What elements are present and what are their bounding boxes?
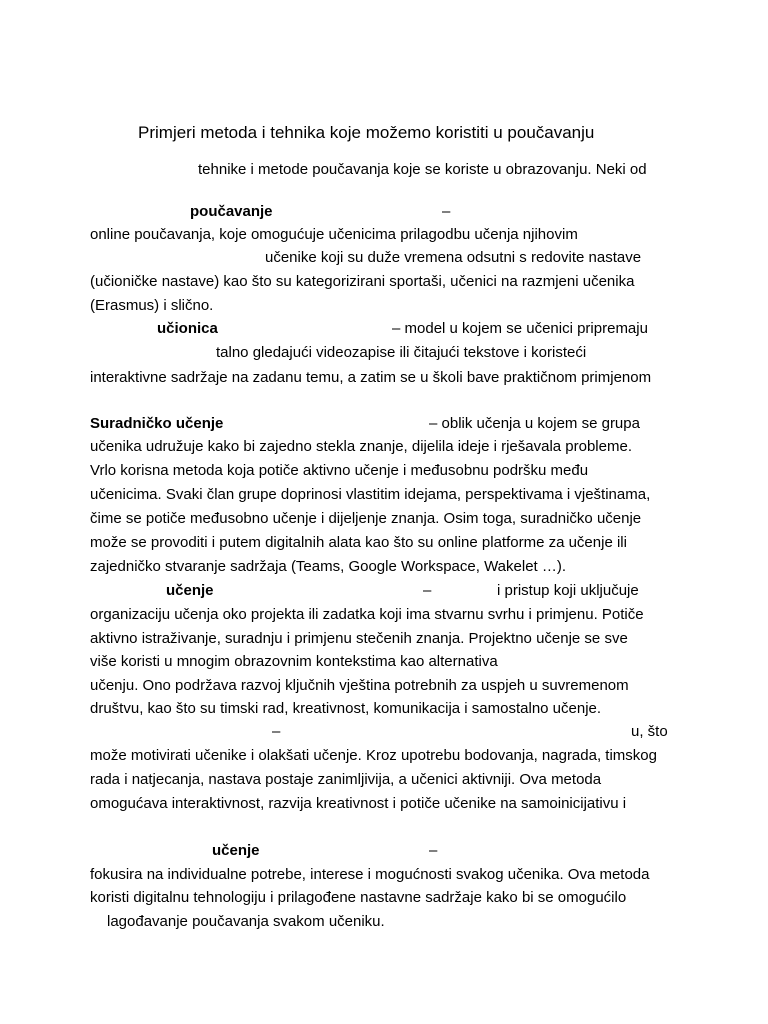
collaborative-dash-text: – oblik učenja u kojem se grupa xyxy=(429,415,640,432)
project-tail: i pristup koji uključuje xyxy=(497,582,639,599)
collaborative-line-5: može se provoditi i putem digitalnih alata kao što su online platforme za učenje ili xyxy=(90,534,627,551)
gamification-line-2: rada i natjecanja, nastava postaje zanimljivija, a učenici aktivniji. Ova metoda xyxy=(90,771,602,788)
collaborative-line-2: Vrlo korisna metoda koja potiče aktivno učenje i međusobnu podršku među xyxy=(90,462,589,479)
flipped-dash-text: – model u kojem se učenici pripremaju xyxy=(392,320,648,337)
flipped-heading: učionica xyxy=(157,320,218,337)
project-line-5: društvu, kao što su timski rad, kreativnost, komunikacija i samostalno učenje. xyxy=(90,700,602,717)
project-line-2: aktivno istraživanje, suradnju i primjenu stečenih znanja. Projektno učenje se sve xyxy=(90,630,628,647)
online-line-1: online poučavanja, koje omogućuje učenicima prilagodbu učenja njihovim xyxy=(90,226,578,243)
online-heading: poučavanje xyxy=(190,203,273,220)
online-line-2: učenike koji su duže vremena odsutni s redovite nastave xyxy=(265,249,642,266)
document-title: Primjeri metoda i tehnika koje možemo koristiti u poučavanju xyxy=(138,123,595,142)
project-heading: učenje xyxy=(166,582,214,599)
online-dash: – xyxy=(442,203,451,220)
project-line-3: više koristi u mnogim obrazovnim kontekstima kao alternativa xyxy=(90,653,498,670)
gamification-line-3: omogućava interaktivnost, razvija kreativnost i potiče učenike na samoinicijativu i xyxy=(90,795,627,812)
collaborative-line-3: učenicima. Svaki član grupe doprinosi vlastitim idejama, perspektivama i vještinama, xyxy=(90,486,651,503)
intro-line: tehnike i metode poučavanja koje se koriste u obrazovanju. Neki od xyxy=(198,161,647,178)
personalized-line-2: koristi digitalnu tehnologiju i prilagođene nastavne sadržaje kako bi se omogućilo xyxy=(90,889,627,906)
online-line-3: (učioničke nastave) kao što su kategorizirani sportaši, učenici na razmjeni učenika xyxy=(90,273,635,290)
project-line-4: učenju. Ono podržava razvoj ključnih vještina potrebnih za uspjeh u suvremenom xyxy=(90,677,629,694)
project-line-1: organizaciju učenja oko projekta ili zadatka koji ima stvarnu svrhu i primjenu. Potiče xyxy=(90,606,644,623)
gamification-tail: u, što xyxy=(631,723,668,740)
collaborative-line-6: zajedničko stvaranje sadržaja (Teams, Google Workspace, Wakelet …). xyxy=(90,558,567,575)
gamification-line-1: može motivirati učenike i olakšati učenje. Kroz upotrebu bodovanja, nagrada, timskog xyxy=(90,747,657,764)
collaborative-line-1: učenika udružuje kako bi zajedno stekla znanje, dijelila ideje i rješavala probleme. xyxy=(90,438,632,455)
flipped-line-1: talno gledajući videozapise ili čitajući tekstove i koristeći xyxy=(216,344,587,361)
online-line-4: (Erasmus) i slično. xyxy=(90,297,214,314)
collaborative-heading: Suradničko učenje xyxy=(90,415,224,432)
personalized-line-1: fokusira na individualne potrebe, interese i mogućnosti svakog učenika. Ova metoda xyxy=(90,866,650,883)
collaborative-line-4: čime se potiče međusobno učenje i dijeljenje znanja. Osim toga, suradničko učenje xyxy=(90,510,642,527)
project-dash: – xyxy=(423,582,432,599)
personalized-dash: – xyxy=(429,842,438,859)
flipped-line-2: interaktivne sadržaje na zadanu temu, a zatim se u školi bave praktičnom primjenom xyxy=(90,369,652,386)
personalized-line-3: lagođavanje poučavanja svakom učeniku. xyxy=(107,913,385,930)
personalized-heading: učenje xyxy=(212,842,260,859)
gamification-dash: – xyxy=(272,723,281,740)
